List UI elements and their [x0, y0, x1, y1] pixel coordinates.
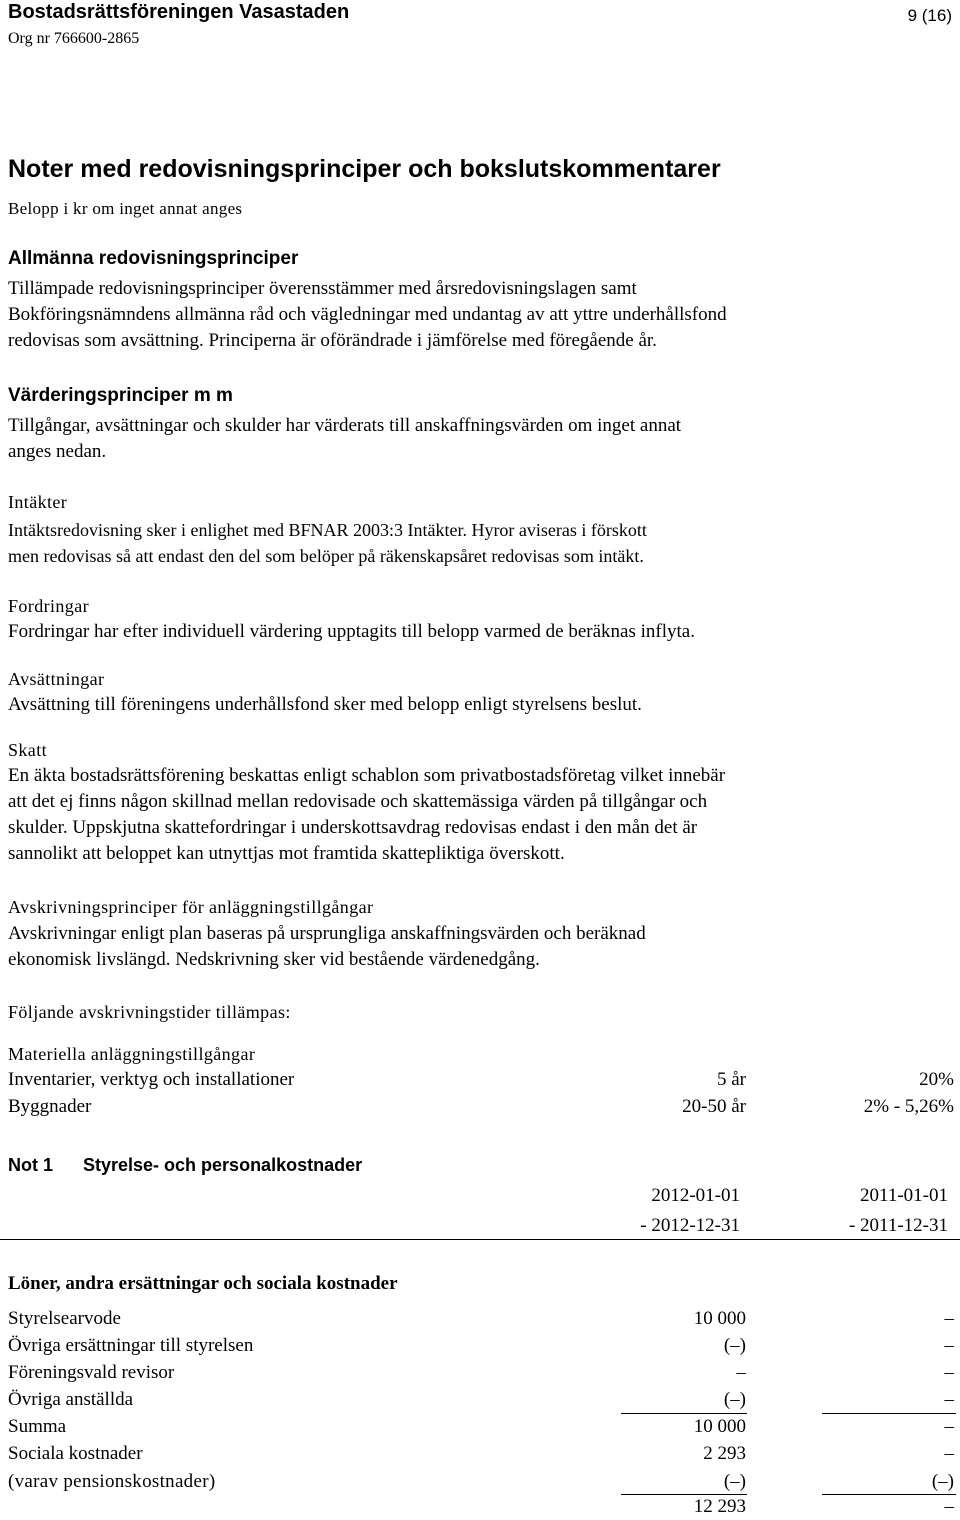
note-title: Styrelse- och personalkostnader: [83, 1155, 363, 1175]
note-row-label: (varav pensionskostnader): [8, 1471, 216, 1492]
note-row-2012: 10 000: [693, 1308, 746, 1329]
page-subtitle: Belopp i kr om inget annat anges: [8, 199, 243, 218]
paragraph-line: Tillgångar, avsättningar och skulder har värderats till anskaffningsvärden om inget annat: [8, 415, 682, 436]
depreciation-row-years: 20-50 år: [682, 1096, 746, 1117]
paragraph-line: att det ej finns någon skillnad mellan redovisade och skattemässiga värden på tillgångar och: [8, 791, 708, 812]
paragraph-line: skulder. Uppskjutna skattefordringar i underskottsavdrag redovisas endast i den mån det är: [8, 817, 698, 838]
period-2011-end: - 2011-12-31: [848, 1215, 948, 1236]
note-row-2012: 2 293: [703, 1443, 746, 1464]
note-row-2011: –: [944, 1308, 954, 1329]
note-row-2012: (–): [723, 1389, 746, 1410]
note-row-2011: –: [944, 1416, 954, 1437]
note-row-2012: 10 000: [693, 1416, 746, 1437]
paragraph-line: redovisas som avsättning. Principerna är oförändrade i jämförelse med föregående år.: [8, 330, 657, 351]
section-heading-allmanna: Allmänna redovisningsprinciper: [8, 248, 299, 269]
note-row-label: Sociala kostnader: [8, 1443, 143, 1464]
depreciation-intro: Följande avskrivningstider tillämpas:: [8, 1002, 291, 1022]
subheading-fordringar: Fordringar: [8, 596, 89, 616]
paragraph-line: Avsättning till föreningens underhållsfond sker med belopp enligt styrelsens beslut.: [8, 694, 642, 715]
depreciation-row-rate: 20%: [919, 1069, 954, 1090]
depreciation-table-heading: Materiella anläggningstillgångar: [8, 1044, 256, 1064]
subtotal-line-2011: [822, 1413, 956, 1414]
note-row-label: Föreningsvald revisor: [8, 1362, 175, 1383]
note-row-label: Övriga ersättningar till styrelsen: [8, 1335, 254, 1356]
total-line-2011: [822, 1494, 956, 1495]
paragraph-line: sannolikt att beloppet kan utnyttjas mot framtida skattepliktiga överskott.: [8, 843, 565, 864]
period-2012-start: 2012-01-01: [651, 1185, 740, 1206]
depreciation-row-label: Inventarier, verktyg och installationer: [8, 1069, 295, 1090]
note-row-2011: –: [944, 1335, 954, 1356]
period-2012-end: - 2012-12-31: [640, 1215, 740, 1236]
note-row-2011: (–): [931, 1471, 954, 1492]
paragraph-line: Fordringar har efter individuell värdering upptagits till belopp varmed de beräknas inflyta.: [8, 621, 695, 642]
paragraph-line: Tillämpade redovisningsprinciper överensstämmer med årsredovisningslagen samt: [8, 278, 637, 299]
paragraph-line: men redovisas så att endast den del som belöper på räkenskapsåret redovisas som intäkt.: [8, 546, 644, 566]
paragraph-line: En äkta bostadsrättsförening beskattas enligt schablon som privatbostadsföretag vilket innebär: [8, 765, 726, 786]
note-subheading: Löner, andra ersättningar och sociala kostnader: [8, 1273, 398, 1294]
subheading-skatt: Skatt: [8, 740, 48, 760]
depreciation-row-years: 5 år: [716, 1069, 746, 1090]
note-number: Not 1: [8, 1155, 53, 1175]
note-row-label: Summa: [8, 1416, 67, 1437]
note-row-2012: –: [736, 1362, 746, 1383]
note-row-2011: –: [944, 1389, 954, 1410]
subheading-intakter: Intäkter: [8, 492, 68, 512]
subheading-avsattningar: Avsättningar: [8, 669, 105, 689]
org-name: Bostadsrättsföreningen Vasastaden: [8, 1, 350, 23]
subheading-avskrivning: Avskrivningsprinciper för anläggningstillgångar: [8, 897, 374, 917]
note-row-2011: –: [944, 1443, 954, 1464]
note-row-label: Övriga anställda: [8, 1389, 134, 1410]
paragraph-line: Intäktsredovisning sker i enlighet med BFNAR 2003:3 Intäkter. Hyror aviseras i förskott: [8, 520, 647, 540]
header-divider: [0, 1239, 960, 1240]
depreciation-row-label: Byggnader: [8, 1096, 92, 1117]
note-row-label: Styrelsearvode: [8, 1308, 121, 1329]
total-2011: –: [944, 1496, 954, 1517]
total-2012: 12 293: [693, 1496, 746, 1517]
note-row-2012: (–): [723, 1471, 746, 1492]
section-heading-vardering: Värderingsprinciper m m: [8, 385, 233, 406]
note-row-2012: (–): [723, 1335, 746, 1356]
org-number: Org nr 766600-2865: [8, 30, 140, 47]
note-row-2011: –: [944, 1362, 954, 1383]
paragraph-line: Bokföringsnämndens allmänna råd och vägledningar med undantag av att yttre underhållsfond: [8, 304, 727, 325]
paragraph-line: anges nedan.: [8, 441, 107, 462]
paragraph-line: ekonomisk livslängd. Nedskrivning sker vid bestående värdenedgång.: [8, 949, 540, 970]
depreciation-row-rate: 2% - 5,26%: [863, 1096, 954, 1117]
paragraph-line: Avskrivningar enligt plan baseras på ursprungliga anskaffningsvärden och beräknad: [8, 923, 646, 944]
period-2011-start: 2011-01-01: [860, 1185, 948, 1206]
page-title: Noter med redovisningsprinciper och bokslutskommentarer: [8, 155, 721, 183]
page-number: 9 (16): [907, 6, 952, 25]
